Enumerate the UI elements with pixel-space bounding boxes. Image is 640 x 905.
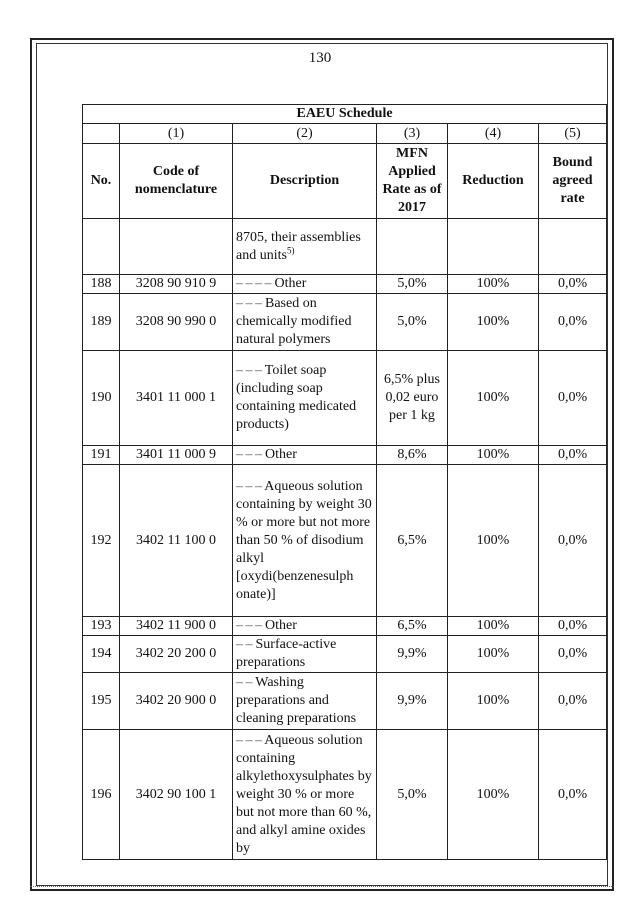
cell-no: 188 [83,275,120,294]
cell-mfn-rate: 8,6% [377,446,448,465]
cell-description [233,673,377,730]
cell-code: 3402 11 100 0 [120,465,233,617]
cell-empty [377,219,448,275]
cell-code: 3401 11 000 9 [120,446,233,465]
table-row [83,275,607,294]
schedule-table [82,104,607,860]
scan-edge [30,886,614,890]
header-bound-rate: Bound agreed rate [539,144,607,219]
cell-reduction: 100% [448,636,539,673]
cell-description [233,730,377,860]
cell-bound-rate: 0,0% [539,636,607,673]
cell-code: 3402 20 200 0 [120,636,233,673]
cell-mfn-rate: 5,0% [377,294,448,351]
cell-bound-rate: 0,0% [539,730,607,860]
cell-description [233,617,377,636]
header-mfn-rate: MFN Applied Rate as of 2017 [377,144,448,219]
description-text: Other [274,276,307,291]
description-text: Aqueous solution containing alkylethoxysulphates by weight 30 % or more but not more than 60 %, and alkyl amine oxides by [236,732,372,856]
level-dashes: – – – [236,296,262,311]
cell-mfn-rate: 5,0% [377,275,448,294]
level-dashes: – – – – [236,276,271,291]
column-number-row [83,124,607,144]
cell-reduction: 100% [448,294,539,351]
level-dashes: – – – [236,732,262,748]
table-title-row [83,105,607,124]
cell-mfn-rate: 6,5% [377,617,448,636]
description-text: Surface-active preparations [236,637,337,670]
table-title: EAEU Schedule [83,105,607,124]
cell-mfn-rate: 5,0% [377,730,448,860]
table-row [83,636,607,673]
cell-no: 190 [83,351,120,446]
cell-code: 3402 90 100 1 [120,730,233,860]
cell-code: 3402 11 900 0 [120,617,233,636]
colnum-0 [83,124,120,144]
cell-no: 189 [83,294,120,351]
level-dashes: – – – [236,447,262,462]
header-row [83,144,607,219]
colnum-2: (2) [233,124,377,144]
cell-bound-rate: 0,0% [539,351,607,446]
cell-no: 195 [83,673,120,730]
cell-reduction: 100% [448,617,539,636]
cell-bound-rate: 0,0% [539,617,607,636]
cell-no: 194 [83,636,120,673]
cell-bound-rate: 0,0% [539,446,607,465]
colnum-3: (3) [377,124,448,144]
page-number: 130 [308,50,332,66]
cell-mfn-rate: 6,5% [377,465,448,617]
cell-description [233,446,377,465]
table-row [83,446,607,465]
cell-reduction: 100% [448,673,539,730]
continuation-row [83,219,607,275]
cell-description [233,351,377,446]
cell-empty [539,219,607,275]
cell-bound-rate: 0,0% [539,465,607,617]
cell-bound-rate: 0,0% [539,673,607,730]
description-text: Based on chemically modified natural polymers [236,296,352,347]
table-row [83,465,607,617]
cell-reduction: 100% [448,351,539,446]
header-description: Description [233,144,377,219]
level-dashes: – – [236,675,252,690]
colnum-1: (1) [120,124,233,144]
cell-no: 191 [83,446,120,465]
table-row [83,617,607,636]
description-text: Aqueous solution containing by weight 30 % or more but not more than 50 % of disodium alkyl [oxydi(benzenesulph onate)] [236,478,372,602]
cell-empty [448,219,539,275]
level-dashes: – – – [236,363,262,378]
cell-mfn-rate: 6,5% plus 0,02 euro per 1 kg [377,351,448,446]
header-no: No. [83,144,120,219]
table-row [83,673,607,730]
cell-mfn-rate: 9,9% [377,636,448,673]
colnum-5: (5) [539,124,607,144]
colnum-4: (4) [448,124,539,144]
cell-code: 3401 11 000 1 [120,351,233,446]
cell-bound-rate: 0,0% [539,275,607,294]
cell-code: 3208 90 990 0 [120,294,233,351]
description-text: Other [265,618,297,633]
cell-bound-rate: 0,0% [539,294,607,351]
cell-reduction: 100% [448,275,539,294]
cell-reduction: 100% [448,730,539,860]
header-code: Code of nomenclature [120,144,233,219]
cell-description [233,275,377,294]
cell-empty [120,219,233,275]
continuation-text: 8705, their assemblies and units [236,229,361,263]
cell-description [233,294,377,351]
description-text: Washing preparations and cleaning preparations [236,675,357,726]
cell-no: 192 [83,465,120,617]
cell-empty [83,219,120,275]
footnote-marker: 5) [286,244,295,255]
description-text: Toilet soap (including soap containing medicated products) [236,363,357,432]
continuation-description [233,219,377,275]
cell-reduction: 100% [448,465,539,617]
cell-no: 193 [83,617,120,636]
table-row [83,294,607,351]
level-dashes: – – [236,637,252,652]
cell-description [233,465,377,617]
cell-description [233,636,377,673]
cell-code: 3402 20 900 0 [120,673,233,730]
cell-reduction: 100% [448,446,539,465]
table-row [83,730,607,860]
level-dashes: – – – [236,618,262,633]
cell-mfn-rate: 9,9% [377,673,448,730]
header-reduction: Reduction [448,144,539,219]
description-text: Other [265,447,297,462]
cell-no: 196 [83,730,120,860]
table-row [83,351,607,446]
level-dashes: – – – [236,478,262,494]
cell-code: 3208 90 910 9 [120,275,233,294]
